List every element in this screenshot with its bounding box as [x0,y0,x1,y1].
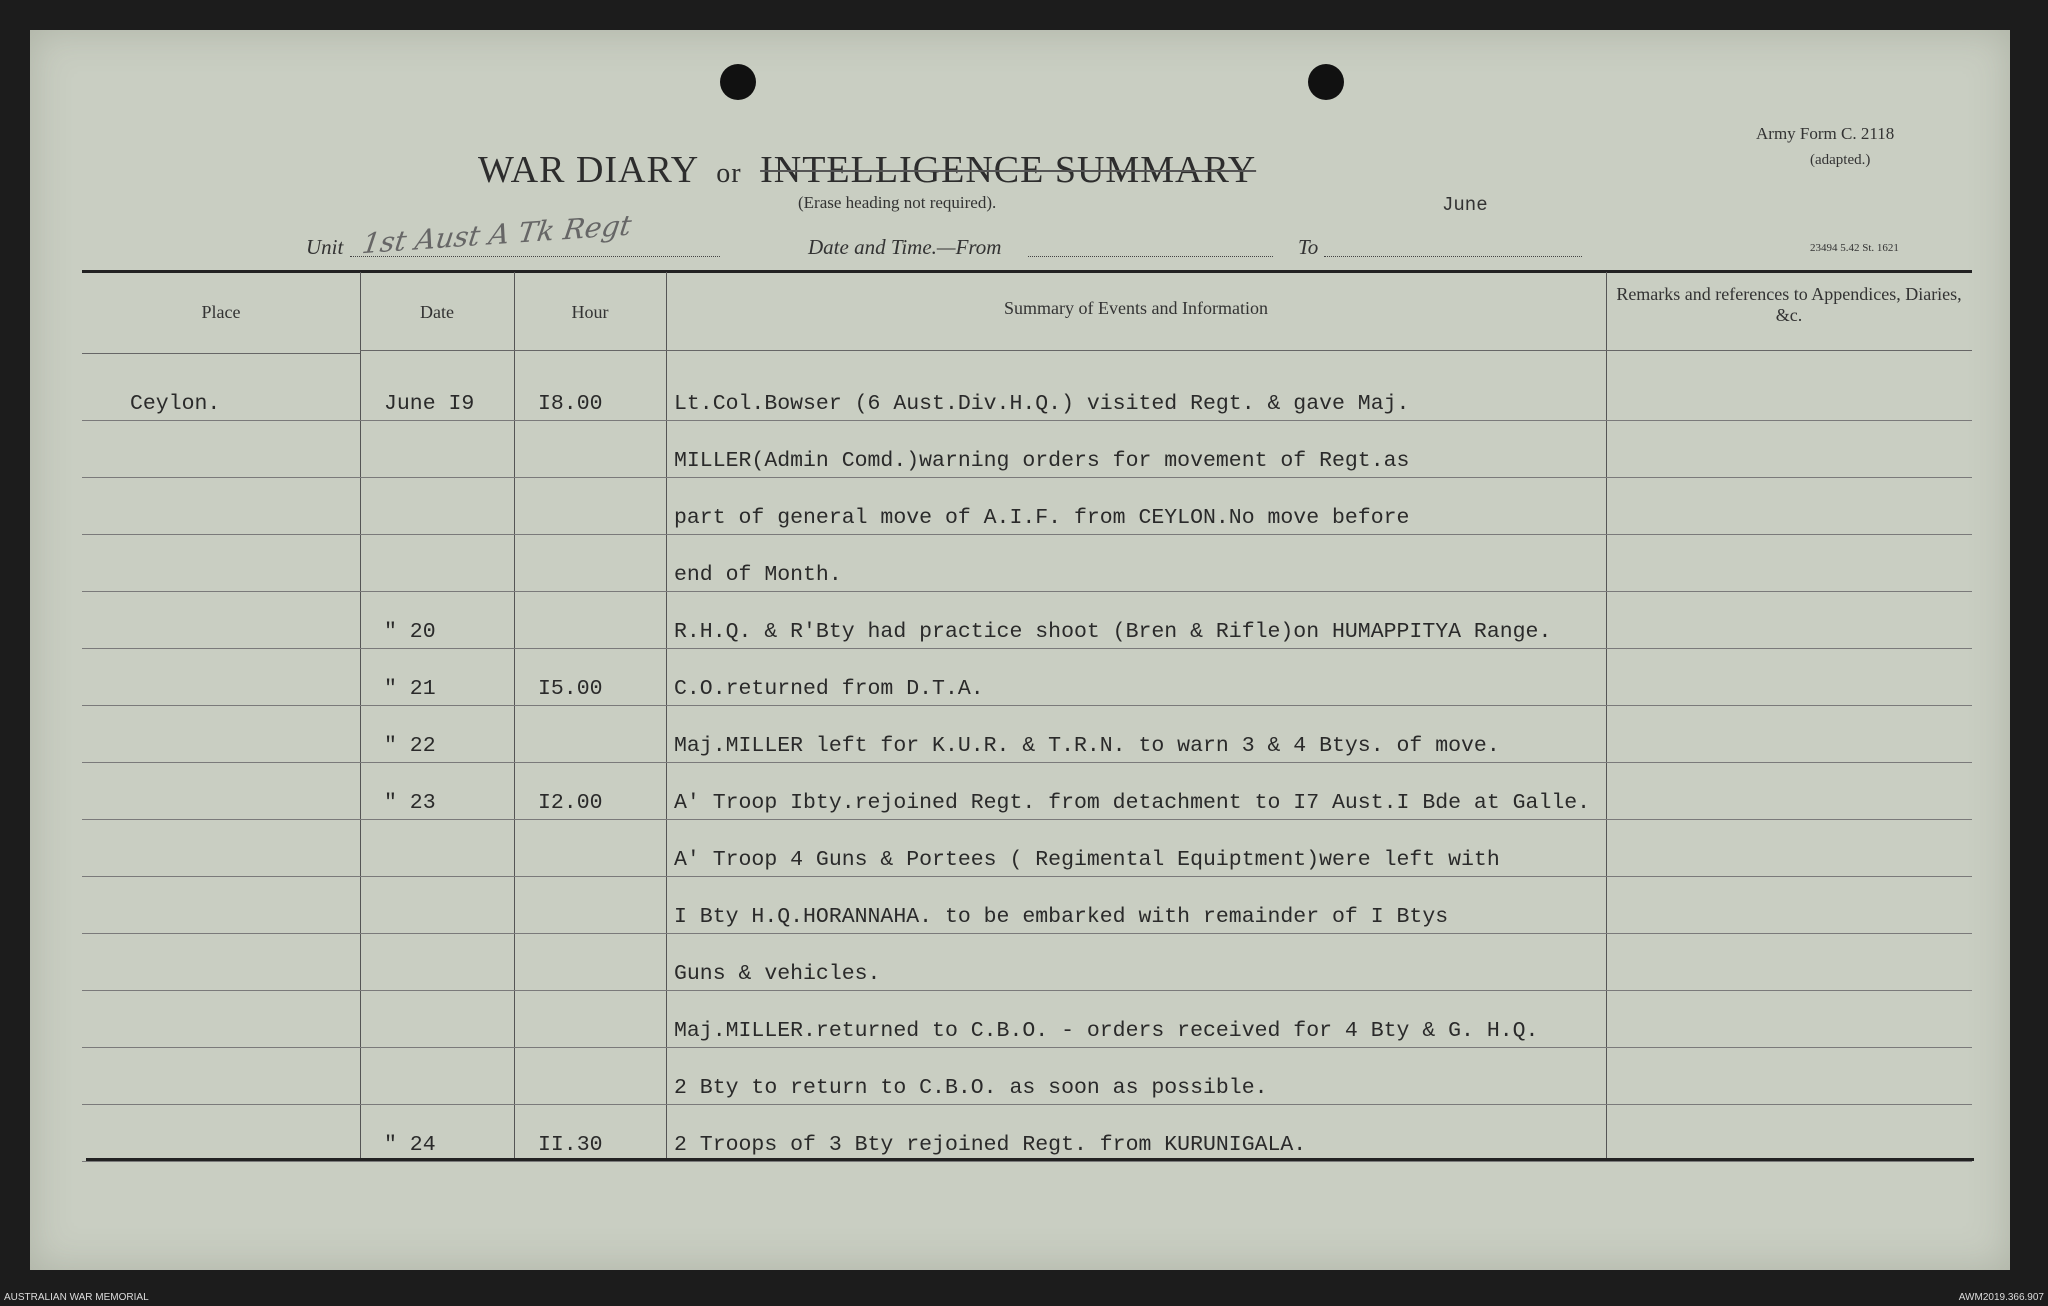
ruled-line [82,762,1972,763]
column-divider [666,272,667,1160]
entry-hour: I5.00 [538,677,603,701]
form-print-code: 23494 5.42 St. 1621 [1810,242,1899,254]
footer-accession-number: AWM2019.366.907 [1958,1292,2044,1303]
date-from-dotted-line [1028,256,1273,257]
form-number: Army Form C. 2118 [1756,124,1895,143]
entry-text: A' Troop Ibty.rejoined Regt. from detachment to I7 Aust.I Bde at Galle. [674,791,1591,815]
title-or: or [716,158,742,189]
ruled-line [82,648,1972,649]
table-top-rule [82,270,1972,273]
entry-date: " 24 [384,1133,436,1157]
ruled-line [82,705,1972,706]
entry-text: MILLER(Admin Comd.)warning orders for movement of Regt.as [674,449,1410,473]
ruled-line [82,1104,1972,1105]
column-header-date: Date [420,302,454,322]
entry-date: " 20 [384,620,436,644]
entry-text: A' Troop 4 Guns & Portees ( Regimental Equiptment)were left with [674,848,1500,872]
ruled-line [82,534,1972,535]
punch-hole-right [1308,64,1344,100]
ruled-line [82,591,1972,592]
ruled-line [82,420,1972,421]
entry-text: Maj.MILLER.returned to C.B.O. - orders received for 4 Bty & G. H.Q. [674,1019,1539,1043]
date-to-label: To [1298,235,1319,259]
header-rule [360,350,1972,351]
title-intelligence-summary: INTELLIGENCE SUMMARY [760,149,1257,191]
ruled-line [82,819,1972,820]
entry-text: 2 Troops of 3 Bty rejoined Regt. from KURUNIGALA. [674,1133,1307,1157]
title-war-diary: WAR DIARY [478,149,698,191]
entry-text: R.H.Q. & R'Bty had practice shoot (Bren & Rifle)on HUMAPPITYA Range. [674,620,1552,644]
month-value: June [1442,194,1488,216]
entry-text: Guns & vehicles. [674,962,881,986]
diary-page [30,30,2010,1270]
entry-hour: I8.00 [538,392,603,416]
entry-text: Lt.Col.Bowser (6 Aust.Div.H.Q.) visited Regt. & gave Maj. [674,392,1410,416]
ruled-line [82,990,1972,991]
ruled-line [82,1047,1972,1048]
entry-text: C.O.returned from D.T.A. [674,677,984,701]
column-header-remarks: Remarks and references to Appendices, Diaries, &c. [1616,284,1962,325]
column-header-hour: Hour [571,302,609,322]
entry-text: end of Month. [674,563,842,587]
entry-text: Maj.MILLER left for K.U.R. & T.R.N. to warn 3 & 4 Btys. of move. [674,734,1500,758]
ruled-line [82,933,1972,934]
header-rule [82,353,360,354]
footer-source: AUSTRALIAN WAR MEMORIAL [4,1292,149,1303]
entry-date: " 23 [384,791,436,815]
column-divider [360,272,361,1160]
unit-label: Unit [306,235,344,259]
form-adapted-note: (adapted.) [1810,152,1871,168]
entry-text: 2 Bty to return to C.B.O. as soon as possible. [674,1076,1268,1100]
entry-date: " 21 [384,677,436,701]
punch-hole-left [720,64,756,100]
page-title [478,148,1256,192]
unit-handwritten-value: 1st Aust A Tk Regt [360,208,634,261]
column-header-place: Place [201,302,241,322]
entry-text: I Bty H.Q.HORANNAHA. to be embarked with remainder of I Btys [674,905,1449,929]
entry-hour: II.30 [538,1133,603,1157]
ruled-line [82,477,1972,478]
entry-date: June I9 [384,392,475,416]
date-to-dotted-line [1324,256,1582,257]
column-divider [514,272,515,1160]
erase-heading-note: (Erase heading not required). [798,193,997,212]
entry-date: " 22 [384,734,436,758]
date-from-label: Date and Time.—From [808,235,1002,259]
ruled-line [82,1161,1972,1162]
ruled-line [82,876,1972,877]
entry-text: part of general move of A.I.F. from CEYLON.No move before [674,506,1410,530]
entry-hour: I2.00 [538,791,603,815]
column-divider [1606,272,1607,1160]
entry-place: Ceylon. [130,392,221,416]
column-header-summary: Summary of Events and Information [1004,298,1268,318]
